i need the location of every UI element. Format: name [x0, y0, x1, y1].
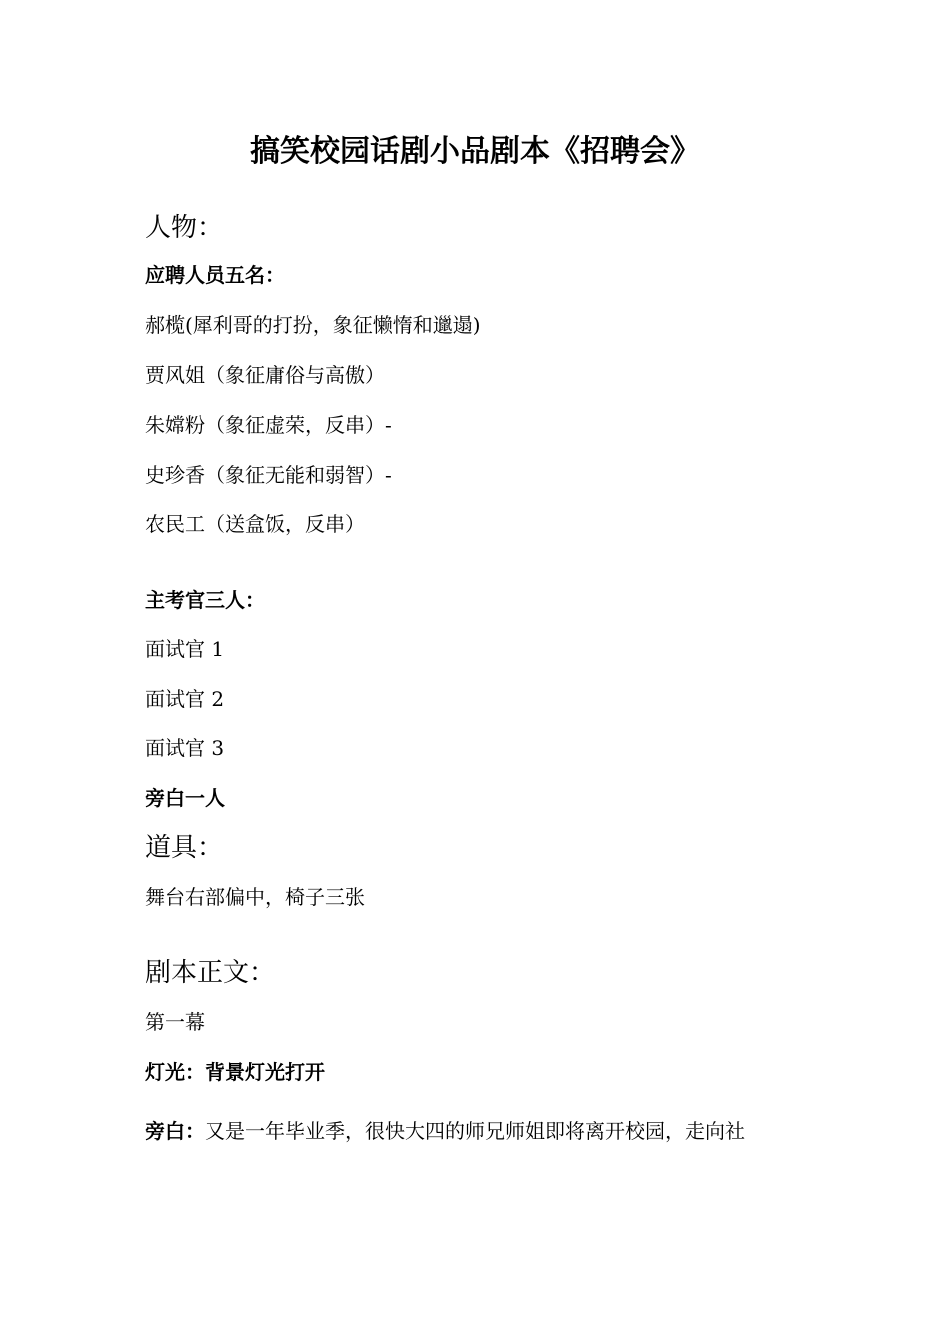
act-label: 第一幕 [145, 1010, 205, 1034]
narration-label: 旁白： [145, 1119, 205, 1143]
narration-paragraph [145, 1106, 800, 1156]
props-text: 舞台右部偏中，椅子三张 [145, 885, 365, 909]
characters-heading: 人物： [145, 213, 224, 243]
applicant-line: 贾风姐（象征庸俗与高傲） [145, 363, 385, 387]
props-heading: 道具： [145, 833, 224, 863]
applicant-line: 史珍香（象征无能和弱智）- [145, 463, 392, 487]
examiners-heading: 主考官三人： [145, 588, 265, 612]
examiner-line: 面试官 2 [145, 687, 225, 711]
narration-text: 又是一年毕业季，很快大四的师兄师姐即将离开校园，走向社 [205, 1119, 745, 1143]
document-title: 搞笑校园话剧小品剧本《招聘会》 [250, 134, 700, 169]
applicant-line: 朱嫦粉（象征虚荣，反串）- [145, 413, 392, 437]
applicants-heading: 应聘人员五名： [145, 263, 285, 287]
examiner-line: 面试官 3 [145, 736, 225, 760]
lighting-cue: 灯光：背景灯光打开 [145, 1060, 325, 1084]
applicant-line: 农民工（送盒饭，反串） [145, 512, 365, 536]
applicant-line: 郝榄(犀利哥的打扮，象征懒惰和邋遢) [145, 313, 481, 337]
narrator-line: 旁白一人 [145, 786, 225, 810]
script-heading: 剧本正文： [145, 958, 276, 988]
examiner-line: 面试官 1 [145, 637, 225, 661]
